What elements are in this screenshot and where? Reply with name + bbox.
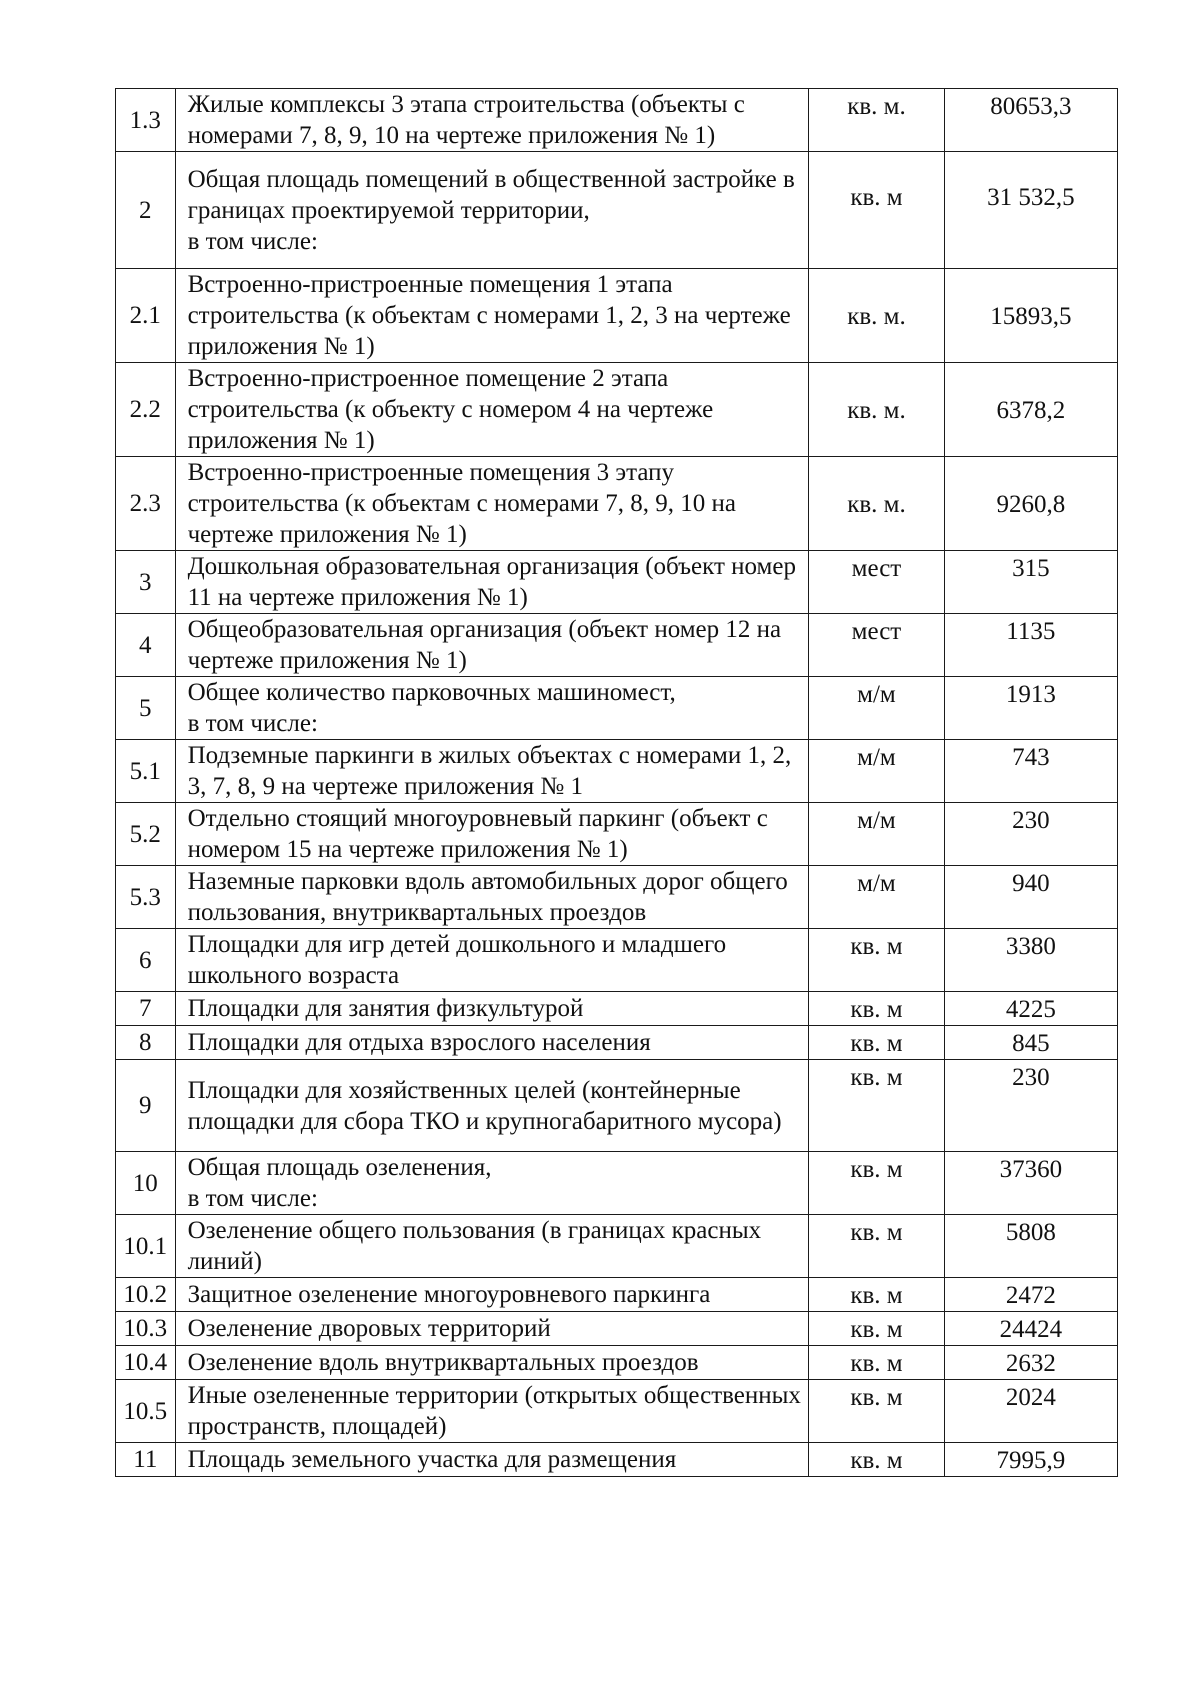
indicator-name-sub: в том числе: [187,1185,318,1212]
row-number: 9 [116,1060,176,1152]
unit-cell: кв. м [809,929,944,992]
value-cell: 4225 [944,992,1117,1026]
indicator-name: Площадки для игр детей дошкольного и младшего школьного возраста [175,929,809,992]
indicator-name: Озеленение дворовых территорий [175,1312,809,1346]
table-row [116,1380,1118,1443]
value-cell: 2632 [944,1346,1117,1380]
row-number: 2.1 [116,269,176,363]
unit-cell: м/м [809,677,944,740]
indicator-name: Отдельно стоящий многоуровневый паркинг (объект с номером 15 на чертеже приложения № 1) [175,803,809,866]
table-row [116,152,1118,269]
indicator-name-main: Общая площадь помещений в общественной застройке в границах проектируемой территории, [187,165,795,224]
row-number: 4 [116,614,176,677]
unit-cell: кв. м [809,152,944,269]
unit-cell: кв. м [809,1215,944,1278]
indicator-name: Площадки для отдыха взрослого населения [175,1026,809,1060]
table-row [116,551,1118,614]
value-cell: 1913 [944,677,1117,740]
table-row [116,1026,1118,1060]
table-row [116,614,1118,677]
row-number: 6 [116,929,176,992]
unit-cell: кв. м [809,1060,944,1152]
table-row [116,866,1118,929]
table-row [116,740,1118,803]
row-number: 2.3 [116,457,176,551]
row-number: 10.2 [116,1278,176,1312]
unit-cell: кв. м. [809,457,944,551]
indicator-name-main: Общая площадь озеленения, [187,1154,492,1181]
indicator-name: Наземные парковки вдоль автомобильных дорог общего пользования, внутриквартальных проездов [175,866,809,929]
table-row [116,1278,1118,1312]
indicator-name [175,1152,809,1215]
indicator-name: Встроенно-пристроенное помещение 2 этапа строительства (к объекту с номером 4 на чертеже приложения № 1) [175,363,809,457]
value-cell: 315 [944,551,1117,614]
unit-cell: кв. м [809,1346,944,1380]
unit-cell: кв. м [809,1278,944,1312]
indicator-name [175,152,809,269]
row-number: 8 [116,1026,176,1060]
row-number: 7 [116,992,176,1026]
row-number: 10.3 [116,1312,176,1346]
unit-cell: мест [809,614,944,677]
table-row [116,89,1118,152]
value-cell: 5808 [944,1215,1117,1278]
value-cell: 845 [944,1026,1117,1060]
unit-cell: м/м [809,803,944,866]
indicator-name: Встроенно-пристроенные помещения 1 этапа строительства (к объектам с номерами 1, 2, 3 на чертеже приложения № 1) [175,269,809,363]
unit-cell: кв. м [809,1026,944,1060]
unit-cell: м/м [809,866,944,929]
table-row [116,803,1118,866]
table-row [116,1312,1118,1346]
row-number: 10 [116,1152,176,1215]
table-row [116,992,1118,1026]
row-number: 5 [116,677,176,740]
table-row [116,269,1118,363]
indicator-name: Площадь земельного участка для размещения [175,1443,809,1477]
table-row [116,1443,1118,1477]
value-cell: 940 [944,866,1117,929]
indicator-name: Встроенно-пристроенные помещения 3 этапу строительства (к объектам с номерами 7, 8, 9, 10 на чертеже приложения № 1) [175,457,809,551]
value-cell: 15893,5 [944,269,1117,363]
indicator-name [175,677,809,740]
indicator-name: Площадки для хозяйственных целей (контейнерные площадки для сбора ТКО и крупногабаритного мусора) [175,1060,809,1152]
value-cell: 24424 [944,1312,1117,1346]
table-row [116,363,1118,457]
indicator-name: Общеобразовательная организация (объект номер 12 на чертеже приложения № 1) [175,614,809,677]
value-cell: 37360 [944,1152,1117,1215]
indicator-name: Иные озелененные территории (открытых общественных пространств, площадей) [175,1380,809,1443]
indicator-name: Подземные паркинги в жилых объектах с номерами 1, 2, 3, 7, 8, 9 на чертеже приложения № 1 [175,740,809,803]
row-number: 5.2 [116,803,176,866]
indicator-name-sub: в том числе: [187,227,318,255]
row-number: 5.3 [116,866,176,929]
value-cell: 7995,9 [944,1443,1117,1477]
value-cell: 743 [944,740,1117,803]
unit-cell: кв. м [809,1380,944,1443]
row-number: 2.2 [116,363,176,457]
row-number: 1.3 [116,89,176,152]
value-cell: 9260,8 [944,457,1117,551]
value-cell: 2024 [944,1380,1117,1443]
indicator-name: Озеленение вдоль внутриквартальных проездов [175,1346,809,1380]
unit-cell: кв. м [809,1152,944,1215]
row-number: 2 [116,152,176,269]
row-number: 5.1 [116,740,176,803]
table-row [116,1346,1118,1380]
value-cell: 230 [944,803,1117,866]
value-cell: 1135 [944,614,1117,677]
indicator-name: Озеленение общего пользования (в границах красных линий) [175,1215,809,1278]
value-cell: 2472 [944,1278,1117,1312]
indicator-name-main: Общее количество парковочных машиномест, [187,679,676,706]
value-cell: 80653,3 [944,89,1117,152]
unit-cell: мест [809,551,944,614]
table-row [116,457,1118,551]
unit-cell: кв. м. [809,89,944,152]
unit-cell: м/м [809,740,944,803]
unit-cell: кв. м [809,992,944,1026]
unit-cell: кв. м. [809,363,944,457]
row-number: 10.5 [116,1380,176,1443]
table-row [116,1215,1118,1278]
row-number: 10.4 [116,1346,176,1380]
value-cell: 3380 [944,929,1117,992]
value-cell: 230 [944,1060,1117,1152]
table-row [116,1152,1118,1215]
row-number: 10.1 [116,1215,176,1278]
unit-cell: кв. м [809,1443,944,1477]
unit-cell: кв. м. [809,269,944,363]
unit-cell: кв. м [809,1312,944,1346]
row-number: 11 [116,1443,176,1477]
value-cell: 6378,2 [944,363,1117,457]
indicator-name: Защитное озеленение многоуровневого паркинга [175,1278,809,1312]
indicator-name: Жилые комплексы 3 этапа строительства (объекты с номерами 7, 8, 9, 10 на чертеже приложения № 1) [175,89,809,152]
indicator-name: Площадки для занятия физкультурой [175,992,809,1026]
value-cell: 31 532,5 [944,152,1117,269]
table-row [116,929,1118,992]
table-row [116,1060,1118,1152]
row-number: 3 [116,551,176,614]
indicator-name-sub: в том числе: [187,710,318,737]
indicators-table [115,88,1118,1477]
table-row [116,677,1118,740]
indicator-name: Дошкольная образовательная организация (объект номер 11 на чертеже приложения № 1) [175,551,809,614]
